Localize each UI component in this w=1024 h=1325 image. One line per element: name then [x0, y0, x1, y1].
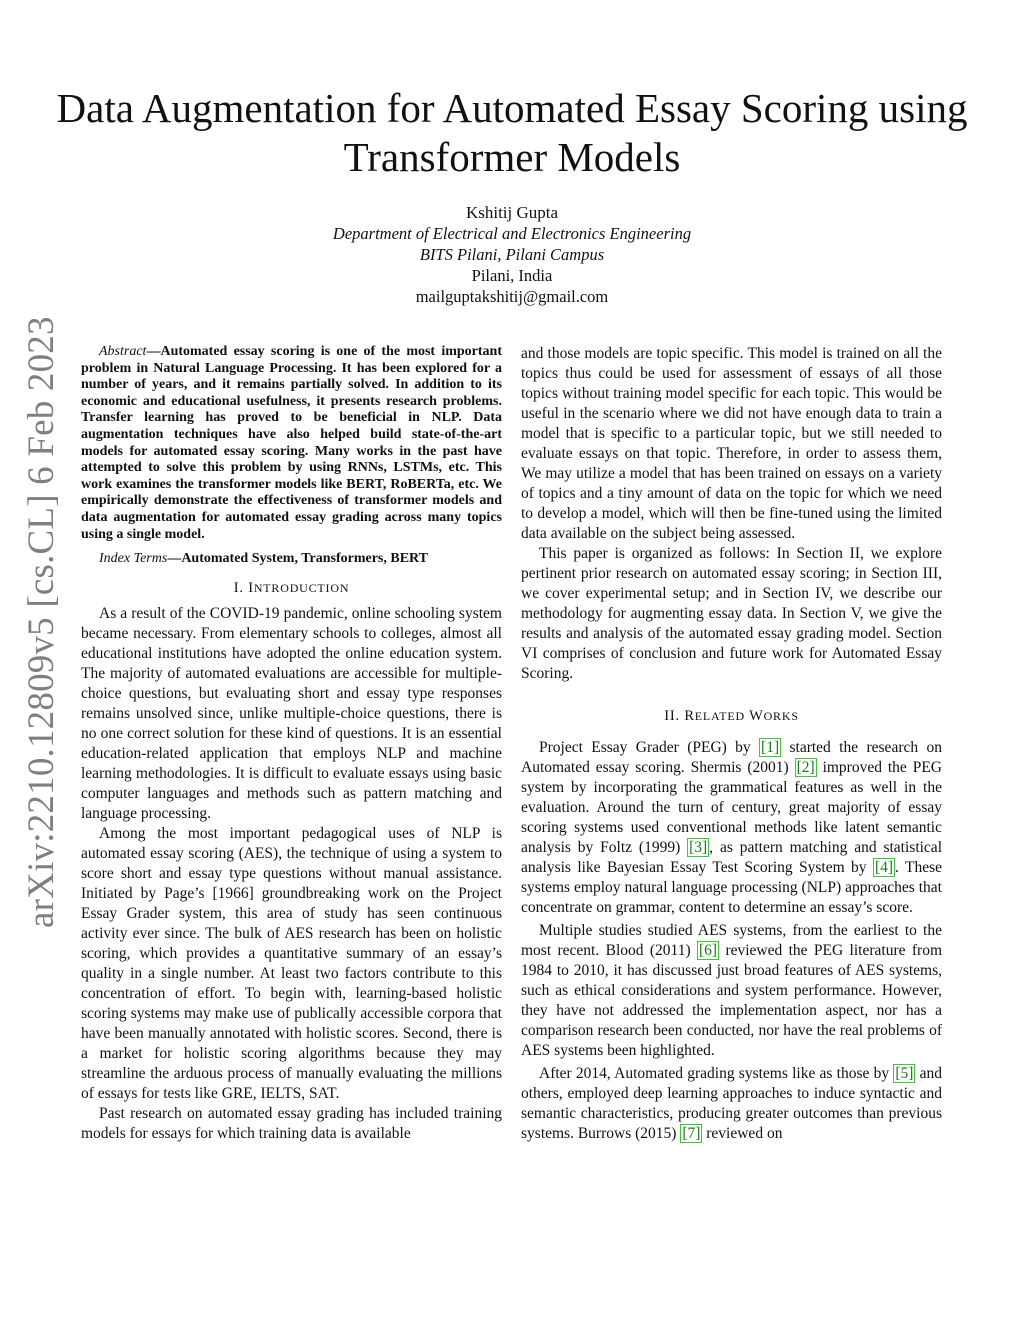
paper-title: Data Augmentation for Automated Essay Scoring using Transformer Models: [56, 85, 968, 180]
intro-paragraph-3: Past research on automated essay grading has included training models for essays for which training data is available: [81, 1104, 502, 1142]
citation-link[interactable]: [5]: [895, 1065, 914, 1082]
intro-paragraph-2: Among the most important pedagogical uses of NLP is automated essay scoring (AES), the technique of using a system to score short and essay type questions without manual assistance. Initiated by Page’s [1966] groundbreaking work on the Project Essay Grader system, this area of study has seen continuous activity ever since. The bulk of AES research has been on holistic scoring, which provides a quantitative summary of an essay’s quality in a single number. At least two factors contribute to this concentration of effort. To begin with, learning-based holistic scoring systems may make use of publically accessible corpora that have been manually annotated with holistic scores. Second, there is a market for holistic scoring algorithms because they may streamline the arduous process of manually evaluating the millions of essays for tests like GRE, IELTS, SAT.: [81, 824, 502, 1102]
author-email: mailguptakshitij@gmail.com: [415, 287, 609, 306]
author-institution: BITS Pilani, Pilani Campus: [419, 245, 605, 264]
author-location: Pilani, India: [471, 266, 553, 285]
section-heading-related-works: II. RELATED WORKS: [664, 708, 799, 724]
citation-link[interactable]: [4]: [874, 859, 894, 876]
citation-link[interactable]: [2]: [796, 759, 815, 776]
author-block: [0, 202, 1024, 307]
intro-paragraph-1: As a result of the COVID-19 pandemic, online schooling system became necessary. From elementary schools to colleges, almost all educational institutions have adopted the online education system. The majority of automated evaluations are accessible for multiple-choice questions, but evaluating short and essay type responses remains unsolved since, unlike multiple-choice questions, there is no one correct solution for these kind of questions. It is an essential education-related application that employs NLP and machine learning methodologies. It is difficult to evaluate essays using basic computer languages and methods such as pattern matching and language processing.: [81, 604, 502, 822]
index-terms-text: Automated System, Transformers, BERT: [181, 551, 429, 567]
abstract-label: Abstract: [99, 344, 147, 359]
right-column: [521, 344, 942, 1144]
index-terms-label: Index Terms: [99, 551, 168, 567]
arxiv-identifier-stamp: arXiv:2210.12809v5 [cs.CL] 6 Feb 2023: [21, 316, 62, 928]
related-paragraph-3: After 2014, Automated grading systems like as those by [5] and others, employed deep learning approaches to induce syntactic and semantic characteristics, producing greater outcomes than previous systems. Burrows (2015) [7] reviewed on: [521, 1065, 942, 1142]
citation-link[interactable]: [7]: [682, 1125, 701, 1142]
abstract-text: Automated essay scoring is one of the most important problem in Natural Language Processing. It has been explored for a number of years, and it remains partially solved. In addition to its economic and educational usefulness, it presents research problems. Transfer learning has proved to be beneficial in NLP. Data augmentation techniques have also helped build state-of-the-art models for automated essay scoring. Many works in the past have attempted to solve this problem by using RNNs, LSTMs, etc. This work examines the transformer models like BERT, RoBERTa, etc. We empirically demonstrate the effectiveness of transformer models and data augmentation for automated essay grading across many topics using a single model.: [81, 344, 502, 542]
left-column: [81, 344, 502, 1144]
citation-link[interactable]: [6]: [699, 942, 718, 959]
abstract: Abstract—Automated essay scoring is one of the most important problem in Natural Language Processing. It has been explored for a number of years, and it remains partially solved. In addition to its economic and educational usefulness, it presents research problems. Transfer learning has proved to be beneficial in NLP. Data augmentation techniques have also helped build state-of-the-art models for automated essay scoring. Many works in the past have attempted to solve this problem by using RNNs, LSTMs, etc. This work examines the transformer models like BERT, RoBERTa, etc. We empirically demonstrate the effectiveness of transformer models and data augmentation for automated essay grading across many topics using a single model.: [81, 344, 502, 542]
author-name: Kshitij Gupta: [465, 203, 559, 222]
title-block: [0, 84, 1024, 182]
citation-link[interactable]: [1]: [761, 739, 780, 756]
related-paragraph-2: Multiple studies studied AES systems, from the earliest to the most recent. Blood (2011) [6] reviewed the PEG literature from 1984 to 2010, it has discussed just broad features of AES systems, such as ethical considerations and system performance. However, they have not addressed the implementation aspect, nor has a comparison research been conducted, nor have the real problems of AES systems been highlighted.: [521, 922, 942, 1059]
intro-paragraph-3-continued: and those models are topic specific. This model is trained on all the topics thus could be used for assessment of essays of all those topics without training model specific for each topic. This would be useful in the scenario where we did not have enough data to train a model that is specific to a particular topic, but we still needed to evaluate essays on that topic. Therefore, in order to assess them, We may utilize a model that has been trained on essays on a variety of topics and a tiny amount of data on the topic for which we need to develop a model, which will then be fine-tuned using the limited data available on the subject being assessed.: [521, 345, 942, 542]
citation-link[interactable]: [3]: [689, 839, 708, 856]
intro-paragraph-4: This paper is organized as follows: In Section II, we explore pertinent prior research on automated essay scoring; in Section III, we cover experimental setup; and in Section IV, we describe our methodology for augmenting essay data. In Section V, we give the results and analysis of the automated essay grading model. Section VI comprises of conclusion and future work for Automated Essay Scoring.: [521, 545, 942, 682]
related-paragraph-1: Project Essay Grader (PEG) by [1] started the research on Automated essay scoring. Shermis (2001) [2] improved the PEG system by incorporating the grammatical features as well in the evaluation. Around the turn of century, great majority of essay scoring systems used conventional methods like latent semantic analysis by Foltz (1999) [3] , as pattern matching and statistical analysis like Bayesian Essay Test Scoring System by [4] . These systems employ natural language processing (NLP) approaches that concentrate on grammar, content to determine an essay’s score.: [521, 739, 943, 916]
author-department: Department of Electrical and Electronics Engineering: [332, 224, 692, 243]
section-heading-introduction: I. INTRODUCTION: [233, 579, 350, 596]
index-terms: Index Terms—Automated System, Transformers, BERT: [99, 551, 429, 567]
